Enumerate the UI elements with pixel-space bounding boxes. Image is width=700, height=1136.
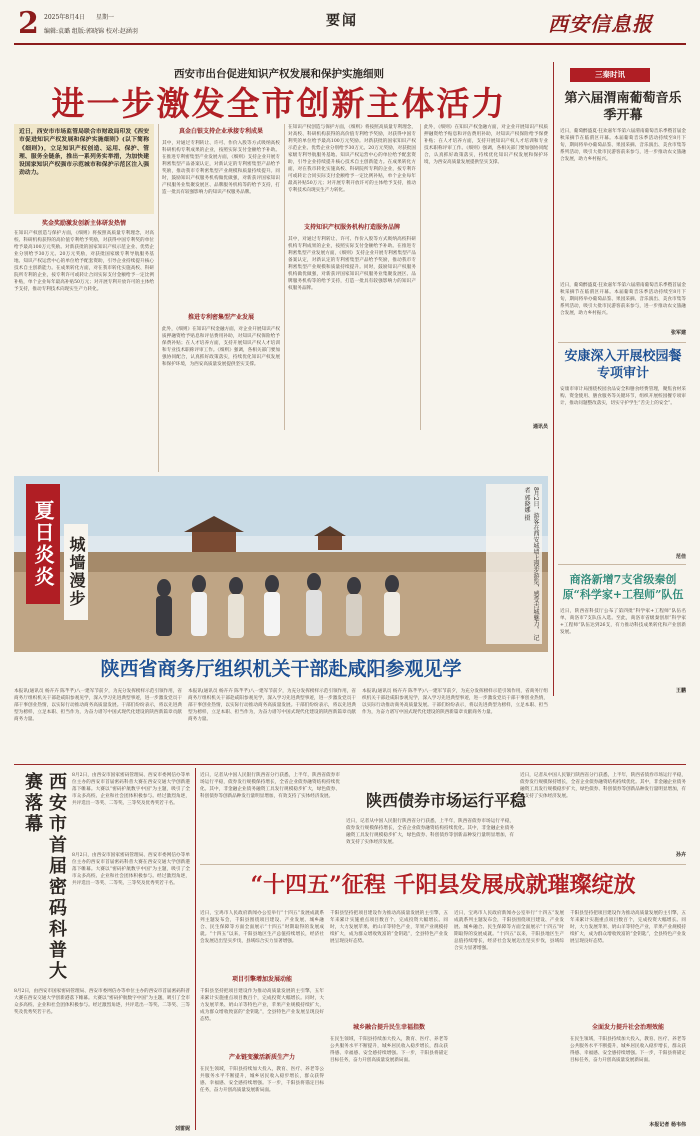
lead-summary-box [14,124,154,214]
lead-subhead-1: 奖金奖励激发创新主体研发热情 [41,220,126,227]
story5-column-3: 近日，宝鸡市人民政府新闻办公室举行“十四五”发展成就系列主题发布会，千阳县围绕项目建设、产业发展、城乡融合、民生保障等方面全面展示“十四五”时期取得的发展成就。“十四五”以来，千阳县地区生产总值持续增长，经济社会发展迈出坚实步伐，县域综合实力显著增强。 [454,911,564,951]
sidebar3-body: 近日，陕西省科技厅公布了第四批“科学家+工程师”队伍名单，商洛市7支队伍入选。至此，商洛市省级秦创原“科学家+工程师”队伍达到26支，有力推动科技成果转化和产业创新发展。 [560,609,686,635]
photo-label-big: 夏日炎炎 [26,484,60,604]
masthead-rule [14,43,686,45]
sidebar1-body: 近日，葡萄醉盛夏·狂欢嘉年华第六届渭南葡萄音乐季暨首届金秋采摘节在临渭区开幕。本届葡萄音乐季活动持续至8月下旬，期间将举办葡萄品鉴、果园采摘、音乐演出、美食市集等系列活动，吸引大批市民游客前来参与，进一步推动农文旅融合发展，助力乡村振兴。 [560,129,686,162]
story5-column-2b: 在民生领域，千阳县持续加大投入，教育、医疗、养老等公共服务水平不断提升，城乡居民收入稳步增长，群众获得感、幸福感、安全感持续增强。下一步，千阳县将锚定目标任务，奋力开创高质量发展新局面。 [330,1037,448,1063]
sidebar-rule [558,564,686,565]
column-divider [195,768,196,1130]
story2-column-1: 本报讯(通讯员 杨卉卉 陈芊芊)八一建军节前夕，为充分发挥榜样示范引领作用，省商务厅组织机关干部赴咸阳参观见学，深入学习先进典型事迹，进一步激发党员干部干事创业热情，以实际行动推动商务高质量发展。干部们纷纷表示，将以先进典型为榜样，立足本职、担当作为，为奋力谱写中国式现代化建设的陕西新篇章贡献商务力量。 [14,689,182,722]
story3-column-2: 8月2日，由西安市国家密码管理局、西安市委网信办等单位主办的西安市首届密码科普大赛在西安交通大学创新港落下帷幕。大赛以“密码护航数字中国”为主题，吸引了全市众多高校、企业和社会团体积极参与。经过激烈角逐，共评选出一等奖、二等奖、三等奖及优秀奖若干名。 [14,989,190,1015]
masthead-weekday: 星期一 [96,14,115,21]
section-rule [14,764,686,765]
story4-column-3: 近日，记者从中国人民银行陕西省分行获悉，上半年，陕西省债券市场运行平稳，债券发行规模保持增长，全省企业债券融资结构持续优化。其中，非金融企业债务融资工具发行规模稳步扩大，绿色债券、科创债券等创新品种发行量明显增加，有效支持了实体经济发展。 [520,773,686,799]
story3-headline: 西安市首届密码科普大赛落幕 [22,772,67,982]
story3-column-3: 8月2日，由西安市国家密码管理局、西安市委网信办等单位主办的西安市首届密码科普大赛在西安交通大学创新港落下帷幕。大赛以“密码护航数字中国”为主题，吸引了全市众多高校、企业和社会团体积极参与。经过激烈角逐，共评选出一等奖、二等奖、三等奖及优秀奖若干名。 [72,853,190,886]
column-divider [158,124,159,472]
story5-subhead-1: 项目引擎增加发展动能 [231,976,292,983]
lead-kicker: 西安市出台促进知识产权发展和保护实施细则 [174,68,384,80]
lead-column-3a: 在知识产权创造与保护方面，《细则》将按照高质量专利理念，对高校、科研机构获得的高价值专利给予奖励，对获得中国专利奖的单位给予最高100万元奖励。对新获批的国家知识产权示范企业、优势企业分别给予30万元、20万元奖励，对获批国家级专利导航服务基地、知识产权运营中心的单位给予配套资助，引导企业持续提升核心技术自主创新能力。在成果转化方面，对在我市转化实施高校、科研院所专利的企业，按专利许可或转让合同实际支付金额给予一定比例补贴，单个企业每年最高补贴50万元；对开展专利开放许可的主体给予支持，推动专利技术向现实生产力转化。 [288,125,416,193]
lead-summary: 近日，西安市市场监管局联合市财政局印发《西安市促进知识产权发展和保护实施细则》(以下简称《细则》)，立足知识产权创造、运用、保护、管理、服务全链条，推出一系列务实举措，为加快建设国家知识产权强市示范城市和保护示范区注入强劲动力。 [19,129,149,177]
lead-reporter: 通讯员 [532,424,548,430]
story2-headline: 陕西省商务厅组织机关干部赴咸阳参观见学 [100,658,462,680]
story5-headline: “十四五”征程 千阳县发展成就璀璨绽放 [250,872,636,898]
lead-subhead-3: 推进专利密集型产业发展 [187,314,254,321]
section-rule [200,864,686,865]
story2-column-3: 本报讯(通讯员 杨卉卉 陈芊芊)八一建军节前夕，为充分发挥榜样示范引领作用，省商务厅组织机关干部赴咸阳参观见学，深入学习先进典型事迹，进一步激发党员干部干事创业热情，以实际行动推动商务高质量发展。干部们纷纷表示，将以先进典型为榜样，立足本职、担当作为，为奋力谱写中国式现代化建设的陕西新篇章贡献商务力量。 [362,689,548,715]
paper-name-logo: 西安信息报 [548,12,653,36]
story5-subhead-3: 产业链变激活新质生产力 [228,1054,295,1061]
story4-author: 孙卉 [675,852,686,858]
story4-headline: 陕西债券市场运行平稳 [365,791,526,810]
photo-caption: 8月2日，游客在西安城墙上漫步游览，感受古城魅力。 记者 郭晓娜 摄 [486,484,542,644]
city-wall-photo [14,476,548,652]
page-number: 2 [18,6,39,41]
story5-column-1c: 在民生领域，千阳县持续加大投入，教育、医疗、养老等公共服务水平不断提升，城乡居民收入稳步增长，群众获得感、幸福感、安全感持续增强。下一步，千阳县将锚定目标任务，奋力开创高质量发展新局面。 [200,1067,324,1093]
masthead-editors: 编辑:袁璐 组版:郭晓锦 校对:赵涵羽 [44,28,138,35]
story5-column-1: 近日，宝鸡市人民政府新闻办公室举行“十四五”发展成就系列主题发布会，千阳县围绕项目建设、产业发展、城乡融合、民生保障等方面全面展示“十四五”时期取得的发展成就。“十四五”以来，千阳县地区生产总值持续增长，经济社会发展迈出坚实步伐，县域综合实力显著增强。 [200,911,324,944]
story5-column-1b: 千阳县坚持把项目建设作为推动高质量发展的主引擎，五年来累计实施重点项目数百个，完成投资大幅增长。同时，大力发展苹果、奶山羊等特色产业，苹果产业规模持续扩大，成为群众增收致富的“金钥匙”，全县特色产业发展呈现良好态势。 [200,989,324,1022]
story5-subhead-4: 全面发力提升社会治理效能 [591,1024,664,1031]
story2-column-2: 本报讯(通讯员 杨卉卉 陈芊芊)八一建军节前夕，为充分发挥榜样示范引领作用，省商务厅组织机关干部赴咸阳参观见学，深入学习先进典型事迹，进一步激发党员干部干事创业热情，以实际行动推动商务高质量发展。干部们纷纷表示，将以先进典型为榜样，立足本职、担当作为，为奋力谱写中国式现代化建设的陕西新篇章贡献商务力量。 [188,689,356,722]
story5-column-4b: 在民生领域，千阳县持续加大投入，教育、医疗、养老等公共服务水平不断提升，城乡居民收入稳步增长，群众获得感、幸福感、安全感持续增强。下一步，千阳县将锚定目标任务，奋力开创高质量发展新局面。 [570,1037,686,1063]
story4-column-2: 近日，记者从中国人民银行陕西省分行获悉，上半年，陕西省债券市场运行平稳，债券发行规模保持增长，全省企业债券融资结构持续优化。其中，非金融企业债务融资工具发行规模稳步扩大，绿色债券、科创债券等创新品种发行量明显增加，有效支持了实体经济发展。 [346,819,514,845]
story3-author: 刘雷妮 [174,1126,190,1132]
column-divider [420,124,421,430]
sidebar-rule [558,342,686,343]
sidebar-tag: 三秦时讯 [570,68,650,82]
section-title: 要闻 [326,13,358,29]
sidebar3-author: 王鹏 [675,688,686,694]
masthead-date: 2025年8月4日 [44,14,85,21]
story5-column-4: 千阳县坚持把项目建设作为推动高质量发展的主引擎，五年来累计实施重点项目数百个，完成投资大幅增长。同时，大力发展苹果、奶山羊等特色产业，苹果产业规模持续扩大，成为群众增收致富的“金钥匙”，全县特色产业发展呈现良好态势。 [570,911,686,944]
lead-column-2b: 此外，《细则》在知识产权金融方面，对企业开展知识产权质押融资给予贴息和评估费用补助，对知识产权保险给予保费补贴；在人才培养方面，支持开展知识产权人才培训和专业技术职称评审工作。《细则》强调，各相关部门要加强协同配合，认真抓好政策落实，持续优化知识产权发展和保护环境，为西安高质量发展提供坚实支撑。 [162,327,280,367]
lead-column-3b: 其中，对通过专利转让、许可、作价入股等方式吸纳高校科研机构专利成果的企业，按照实际支付金额给予补助。在推进专利密集型产业发展方面，《细则》支持企业开展专利密集型产品备案认定，对新认定的专利密集型产品给予奖励，推动我市专利密集型产业规模和质量持续提升。同时，鼓励知识产权服务机构做优做强，对新获评国家知识产权服务业集聚发展区、品牌服务机构等的给予支持，打造一批具有较强影响力的知识产权服务品牌。 [288,237,416,291]
photo-label-sub: 城墙漫步 [64,524,88,620]
lead-column-4: 此外，《细则》在知识产权金融方面，对企业开展知识产权质押融资给予贴息和评估费用补助，对知识产权保险给予保费补贴；在人才培养方面，支持开展知识产权人才培训和专业技术职称评审工作。《细则》强调，各相关部门要加强协同配合，认真抓好政策落实，持续优化知识产权发展和保护环境，为西安高质量发展提供坚实支撑。 [424,125,548,165]
lead-subhead-4: 支持知识产权服务机构打造服务品牌 [303,224,400,231]
story5-subhead-2: 城乡融合提升民生幸福指数 [352,1024,425,1031]
sidebar1-author: 张军建 [670,330,686,336]
story5-column-2: 千阳县坚持把项目建设作为推动高质量发展的主引擎，五年来累计实施重点项目数百个，完成投资大幅增长。同时，大力发展苹果、奶山羊等特色产业，苹果产业规模持续扩大，成为群众增收致富的“金钥匙”，全县特色产业发展呈现良好态势。 [330,911,448,944]
masthead [0,0,700,62]
lead-column-1: 在知识产权创造与保护方面，《细则》将按照高质量专利理念，对高校、科研机构获得的高价值专利给予奖励，对获得中国专利奖的单位给予最高100万元奖励。对新获批的国家知识产权示范企业、优势企业分别给予30万元、20万元奖励，对获批国家级专利导航服务基地、知识产权运营中心的单位给予配套资助，引导企业持续提升核心技术自主创新能力。在成果转化方面，对在我市转化实施高校、科研院所专利的企业，按专利许可或转让合同实际支付金额给予一定比例补贴，单个企业每年最高补贴50万元；对开展专利开放许可的主体给予支持，推动专利技术向现实生产力转化。 [14,231,154,292]
lead-column-2a: 其中，对通过专利转让、许可、作价入股等方式吸纳高校科研机构专利成果的企业，按照实际支付金额给予补助。在推进专利密集型产业发展方面，《细则》支持企业开展专利密集型产品备案认定，对新认定的专利密集型产品给予奖励，推动我市专利密集型产业规模和质量持续提升。同时，鼓励知识产权服务机构做优做强，对新获评国家知识产权服务业集聚发展区、品牌服务机构等的给予支持，打造一批具有较强影响力的知识产权服务品牌。 [162,141,280,195]
city-wall-scene [14,476,548,652]
sidebar2-headline: 安康深入开展校园餐专项审计 [564,349,682,381]
lead-subhead-2: 真金白银支持企业承接专利成果 [178,128,263,135]
lead-headline: 进一步激发全市创新主体活力 [51,84,507,123]
story5-author: 本报记者 杨韦伟 [649,1122,686,1128]
sidebar1-body-cont: 近日，葡萄醉盛夏·狂欢嘉年华第六届渭南葡萄音乐季暨首届金秋采摘节在临渭区开幕。本届葡萄音乐季活动持续至8月下旬，期间将举办葡萄品鉴、果园采摘、音乐演出、美食市集等系列活动，吸引大批市民游客前来参与，进一步推动农文旅融合发展，助力乡村振兴。 [560,283,686,316]
sidebar1-headline: 第六届渭南葡萄音乐季开幕 [564,91,682,123]
story3-column-1: 8月2日，由西安市国家密码管理局、西安市委网信办等单位主办的西安市首届密码科普大赛在西安交通大学创新港落下帷幕。大赛以“密码护航数字中国”为主题，吸引了全市众多高校、企业和社会团体积极参与。经过激烈角逐，共评选出一等奖、二等奖、三等奖及优秀奖若干名。 [72,773,190,806]
sidebar2-author: 范佳 [675,554,686,560]
sidebar-divider [553,62,554,696]
sidebar3-headline: 商洛新增7支省级秦创原“科学家+工程师”队伍 [562,573,684,601]
column-divider [284,124,285,430]
story4-column-1: 近日，记者从中国人民银行陕西省分行获悉，上半年，陕西省债券市场运行平稳，债券发行规模保持增长，全省企业债券融资结构持续优化。其中，非金融企业债务融资工具发行规模稳步扩大，绿色债券、科创债券等创新品种发行量明显增加，有效支持了实体经济发展。 [200,773,340,799]
sidebar2-body: 安康市审计局围绕校园食品安全和膳食经费管理，聚焦食材采购、资金使用、膳食服务等关键环节，组织开展校园餐专项审计，推动问题整改落实，切实守护学生“舌尖上的安全”。 [560,387,686,406]
